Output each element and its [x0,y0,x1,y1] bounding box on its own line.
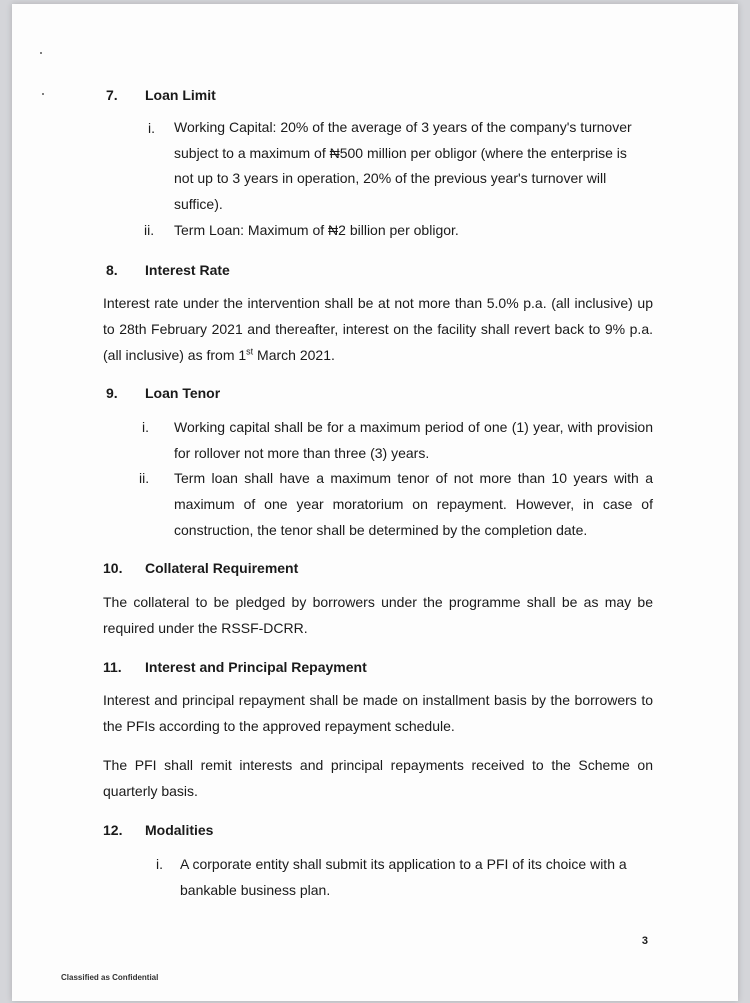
section-9-item-1-marker: i. [142,419,149,435]
section-11-number: 11. [103,659,122,675]
section-8-number: 8. [106,262,118,278]
section-8-title: Interest Rate [145,262,230,278]
speck-mark [42,93,44,95]
section-11-paragraph-1: Interest and principal repayment shall be made on installment basis by the borrowers to the PFIs according to the approved repayment schedule. [103,692,653,734]
section-12-title: Modalities [145,822,214,838]
section-10-number: 10. [103,560,123,576]
section-11-title: Interest and Principal Repayment [145,659,367,675]
document-page [12,4,738,1001]
section-9-number: 9. [106,385,118,401]
section-12-item-1-text: A corporate entity shall submit its application to a PFI of its choice with a bankable business plan. [180,856,627,898]
section-8-text-main: Interest rate under the intervention shall be at not more than 5.0% p.a. (all inclusive) up to 28th February 2021 and thereafter, interest on the facility shall revert back to 9% p.a. (all inclusive) as from 1 [103,295,653,363]
section-9-item-2-marker: ii. [139,470,150,486]
section-12-number: 12. [103,822,123,838]
section-12-item-1-marker: i. [156,856,163,872]
section-7-item-1-text: Working Capital: 20% of the average of 3 years of the company's turnover subject to a maximum of ₦500 million per obligor (where the enterprise is not up to 3 years in operation, 20% of the previous year's turnover will suffice). [174,119,632,212]
section-7-item-2-marker: ii. [144,222,155,238]
page-number: 3 [641,935,648,947]
section-9-item-1-text: Working capital shall be for a maximum period of one (1) year, with provision for rollover not more than three (3) years. [174,419,653,461]
section-9-title: Loan Tenor [145,385,221,401]
section-8-text [103,290,653,368]
section-7-number: 7. [106,87,118,103]
section-8-superscript: st [246,346,254,357]
section-7-item-2-text: Term Loan: Maximum of ₦2 billion per obligor. [174,222,459,238]
section-11-paragraph-2: The PFI shall remit interests and principal repayments received to the Scheme on quarterly basis. [103,757,653,799]
section-8-text-end: March 2021. [253,347,335,363]
section-10-text: The collateral to be pledged by borrowers under the programme shall be as may be required under the RSSF-DCRR. [103,594,653,636]
section-7-item-1-marker: i. [148,120,155,136]
speck-mark [40,52,42,54]
confidentiality-footer: Classified as Confidential [61,973,159,982]
section-7-title: Loan Limit [145,87,216,103]
section-10-title: Collateral Requirement [145,560,299,576]
section-9-item-2-text: Term loan shall have a maximum tenor of not more than 10 years with a maximum of one year moratorium on repayment. However, in case of construction, the tenor shall be determined by the completion date. [174,470,653,538]
